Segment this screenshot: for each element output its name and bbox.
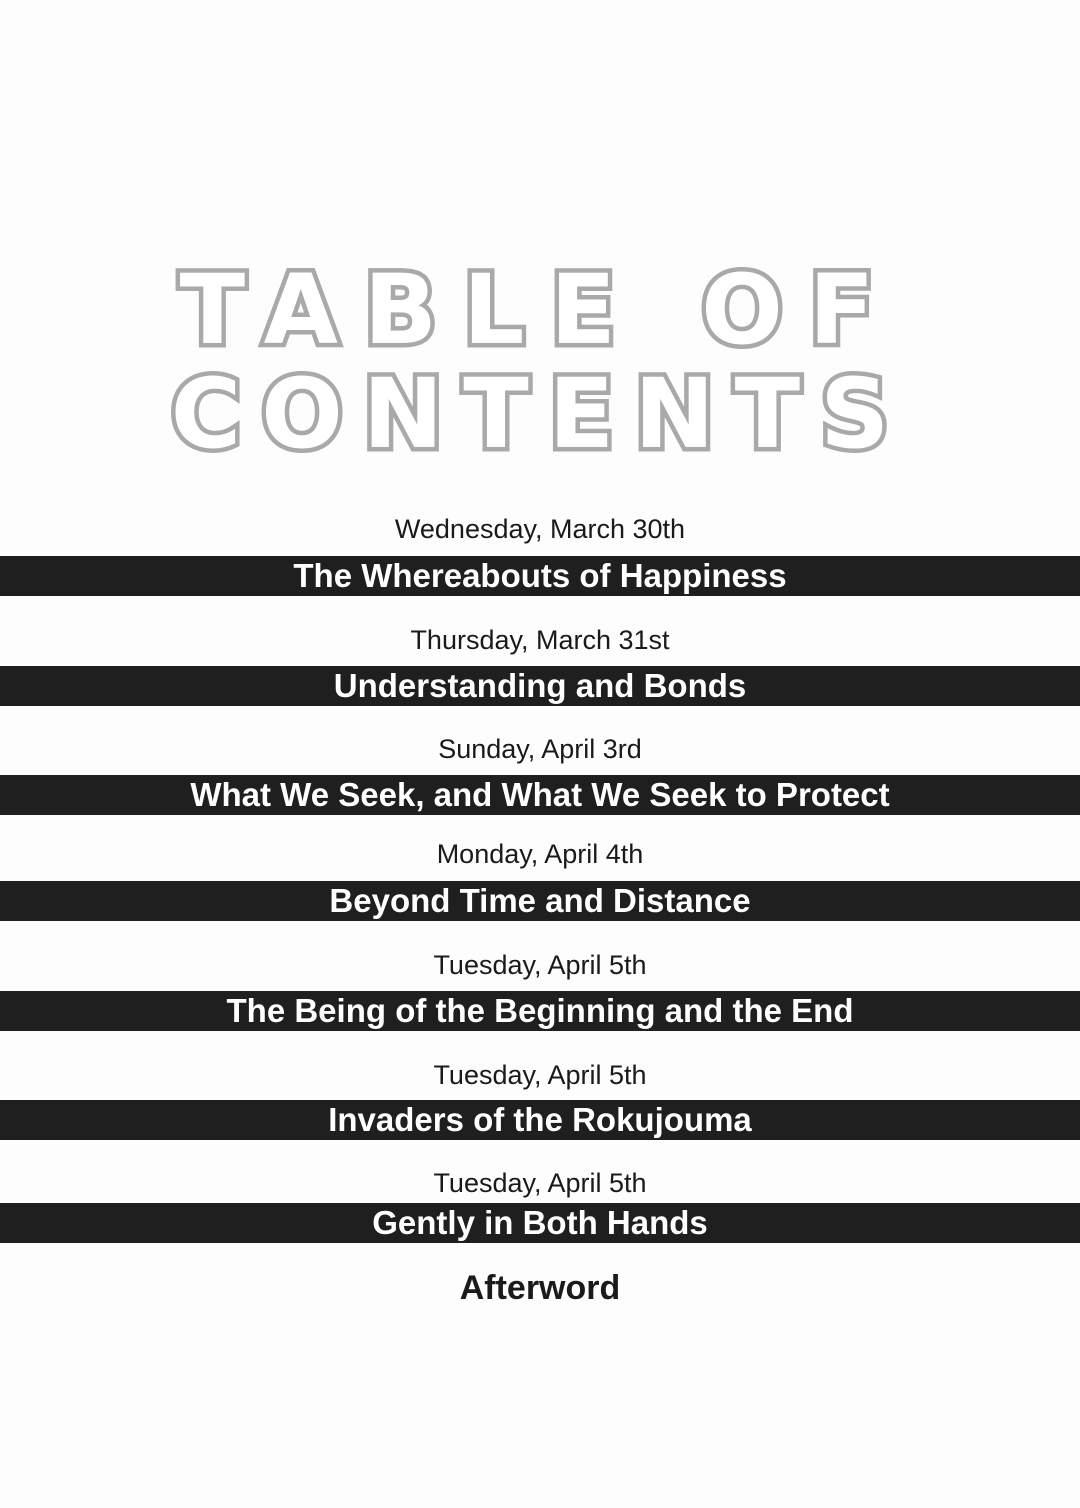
chapter-title: Beyond Time and Distance — [329, 882, 751, 919]
chapter-title: The Being of the Beginning and the End — [226, 992, 854, 1029]
chapter-bar[interactable] — [0, 881, 1080, 921]
entry-date: Tuesday, April 5th — [433, 950, 647, 980]
chapter-bar[interactable] — [0, 1203, 1080, 1243]
entry-date: Sunday, April 3rd — [438, 734, 642, 764]
chapter-title: Gently in Both Hands — [372, 1204, 708, 1241]
chapter-bar[interactable] — [0, 666, 1080, 706]
toc-title-line-1: TABLE OF — [179, 254, 901, 366]
chapter-bar[interactable] — [0, 1100, 1080, 1140]
chapter-title: The Whereabouts of Happiness — [293, 557, 787, 594]
chapter-bar[interactable] — [0, 991, 1080, 1031]
entry-date: Tuesday, April 5th — [433, 1060, 647, 1090]
entry-date: Thursday, March 31st — [410, 625, 670, 655]
toc-title-line-2: CONTENTS — [170, 358, 910, 470]
chapter-title: Invaders of the Rokujouma — [328, 1101, 752, 1138]
afterword-entry[interactable]: Afterword — [459, 1269, 621, 1307]
entry-date: Monday, April 4th — [436, 839, 644, 869]
chapter-bar[interactable] — [0, 556, 1080, 596]
chapter-title: What We Seek, and What We Seek to Protect — [190, 776, 890, 813]
entry-date: Wednesday, March 30th — [394, 514, 686, 544]
chapter-bar[interactable] — [0, 775, 1080, 815]
entry-date: Tuesday, April 5th — [433, 1168, 647, 1198]
chapter-title: Understanding and Bonds — [333, 667, 747, 704]
